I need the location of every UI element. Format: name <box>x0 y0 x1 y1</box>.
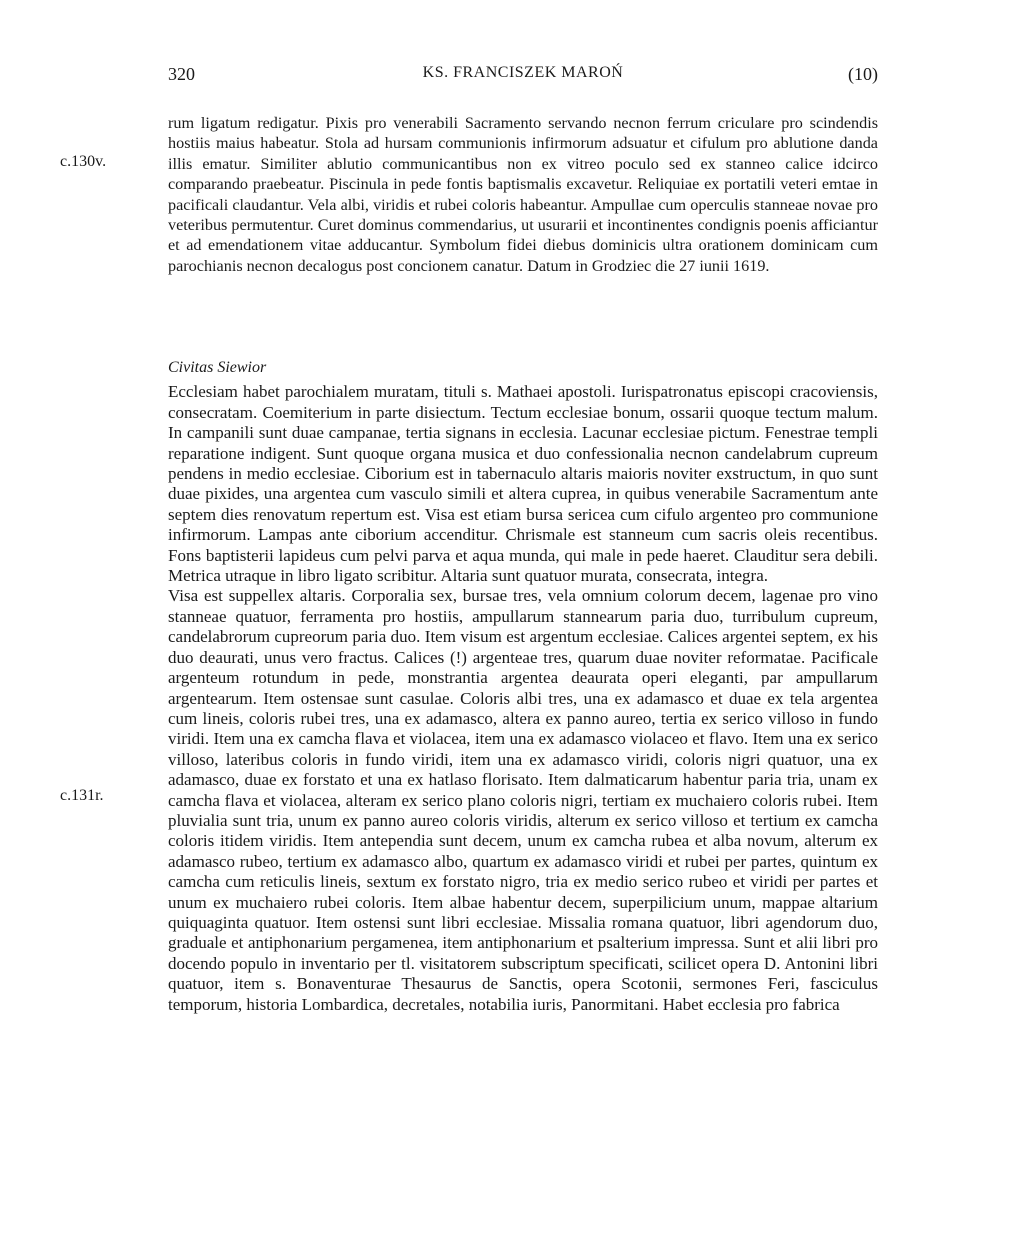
section-paragraph-1: Ecclesiam habet parochialem muratam, tituli s. Mathaei apostoli. Iurispatronatus episcopi cracoviensis, consecratam. Coemiterium in parte disiectum. Tectum ecclesiae bonum, ossarii quoque tectum malum. In campanili sunt duae campanae, tertia signans in ecclesia. Lacunar ecclesiae pictum. Fenestrae templi reparatione indigent. Sunt quoque organa musica et duo confessionalia necnon candelabrum cupreum pendens in medio ecclesiae. Ciborium est in tabernaculo altaris maioris noviter exstructum, in quo sunt duae pixides, una argentea cum vasculo simili et altera cuprea, in quibus venerabile Sacramentum ante septem dies renovatum repertum est. Visa est etiam bursa sericea cum cifulo argenteo pro communione infirmorum. Lampas ante ciborium accenditur. Chrismale est stanneum cum sacris oleis recentibus. Fons baptisterii lapideus cum pelvi parva et aqua munda, qui male in pede haeret. Clauditur sera debili. Metrica utraque in libro ligato scribitur. Altaria sunt quatuor murata, consecrata, integra. <box>168 382 878 586</box>
section-heading: Civitas Siewior <box>168 359 267 376</box>
section-civitas-siewior <box>168 358 878 1015</box>
running-head: KS. FRANCISZEK MAROŃ <box>422 64 624 81</box>
margin-note-folio-130v: c.130v. <box>60 153 107 170</box>
section-number: (10) <box>848 64 878 84</box>
page-header <box>168 64 878 90</box>
paragraph-continuation: rum ligatum redigatur. Pixis pro venerabili Sacramento servando necnon ferrum criculare pro scindendis hostiis maius habeatur. Stola ad hursam communionis infirmorum adsuatur et cifulum pro ablutione danda illis ematur. Similiter ablutio communicantibus non ex vitreo poculo sed ex stanneo calice idcirco comparando praebeatur. Piscinula in pede fontis baptismalis excavetur. Reliquiae ex portatili veteri emtae in pacificali claudantur. Vela albi, viridis et rubei coloris habeantur. Ampullae cum operculis stanneae novae pro veteribus permutentur. Curet dominus commendarius, ut usurarii et incontinentes condignis poenis afficiantur et ad emendationem vitae adducantur. Symbolum fidei diebus dominicis ultra orationem dominicam cum parochianis necnon decalogus post concionem canatur. Datum in Grodziec die 27 iunii 1619. <box>168 114 878 275</box>
page-number: 320 <box>168 64 195 84</box>
margin-note-folio-131r: c.131r. <box>60 787 104 804</box>
section-paragraph-2: Visa est suppellex altaris. Corporalia sex, bursae tres, vela omnium colorum decem, lagenae pro vino stanneae quatuor, ferramenta pro hostiis, ampullarum stannearum paria duo, turribulum cupreum, candelabrorum cupreorum paria duo. Item visum est argentum ecclesiae. Calices argentei septem, ex his duo deaurati, unus vero fractus. Calices (!) argenteae tres, quarum duae noviter reformatae. Pacificale argenteum rotundum in pede, monstrantia argentea deaurata operi eleganti, par ampullarum argentearum. Item ostensae sunt casulae. Coloris albi tres, una ex adamasco et duae ex tela argentea cum lineis, coloris rubei tres, una ex adamasco, altera ex panno aureo, tertia ex serico villoso in fundo viridi. Item una ex camcha flava et violacea, item una ex adamasco violaceo et flavo. Item una ex serico villoso, lateribus coloris in fundo viridi, item una ex adamasco viridi, coloris nigri quatuor, una ex adamasco, duae ex forstato et una ex hatlaso florisato. Item dalmaticarum habentur paria tria, unam ex camcha flava et violacea, alteram ex serico plano coloris nigri, tertiam ex muchaiero coloris rubei. Item pluvialia sunt tria, unum ex panno aureo coloris viridis, alterum ex serico villoso et tertium ex camcha coloris itidem viridis. Item antependia sunt decem, unum ex camcha rubea et alba novum, alterum ex adamasco rubeo, tertium ex adamasco albo, quartum ex adamasco viridi et rubei per partes, quintum ex camcha cum reticulis lineis, sextum ex forstato nigro, tria ex medio serico rubeo et viridi per partes et unum ex muchaiero rubei coloris. Item albae habentur decem, superpilicium unum, mappae altarium quiquaginta quatuor. Item ostensi sunt libri ecclesiae. Missalia romana quatuor, libri agendorum duo, graduale et antiphonarium pergamenea, item antiphonarium et psalterium impressa. Sunt et alii libri pro docendo populo in inventario per tl. visitatorem subscriptum specificati, scilicet opera D. Antonini libri quatuor, item s. Bonaventurae Thesaurus de Sanctis, opera Scotonii, sermones Feri, fasciculus temporum, historia Lombardica, decretales, notabilia iuris, Panormitani. Habet ecclesia pro fabrica <box>168 586 878 1014</box>
text-block-continuation <box>168 113 878 276</box>
